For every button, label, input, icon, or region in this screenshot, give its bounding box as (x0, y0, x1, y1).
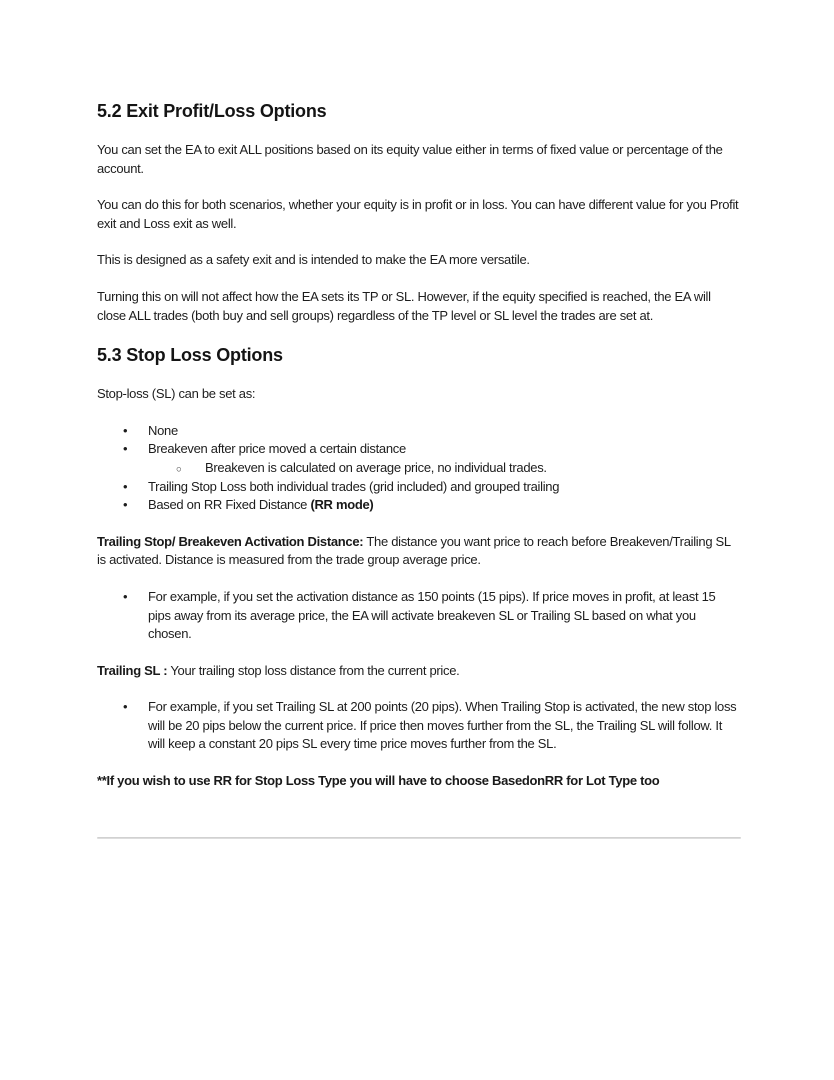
list-item-label: Based on RR Fixed Distance (148, 497, 311, 513)
list-item-label-bold: (RR mode) (310, 497, 374, 513)
list-item-trailing-example (97, 698, 741, 754)
paragraph-safety-exit: This is designed as a safety exit and is intended to make the EA more versatile. (97, 252, 530, 268)
list-item-label: Breakeven is calculated on average price, no individual trades. (205, 459, 547, 475)
document-content (97, 99, 741, 839)
list-item-breakeven-sub (97, 459, 741, 478)
list-item-label: None (148, 422, 178, 438)
list-item-label: For example, if you set Trailing SL at 200 points (20 pips). When Trailing Stop is activated, the new stop loss will be 20 pips below the current price. If price then moves further from the SL, the Trailing SL will follow. It will keep a constant 20 pips SL every time price moves further from the SL. (148, 699, 737, 752)
trailing-sl-term: Trailing SL : (97, 662, 168, 678)
list-item-label: Breakeven after price moved a certain distance (148, 441, 406, 457)
activation-distance-definition: The distance you want price to reach before Breakeven/Trailing SL is activated. Distance is measured from the trade group average price. (97, 533, 731, 568)
list-item-rr-mode (97, 496, 741, 515)
paragraph-both-scenarios: You can do this for both scenarios, whether your equity is in profit or in loss. You can have different value for you Profit exit and Loss exit as well. (97, 197, 739, 231)
section-heading-53: 5.3 Stop Loss Options (97, 345, 283, 366)
activation-distance-term: Trailing Stop/ Breakeven Activation Distance: (97, 533, 364, 549)
list-item-breakeven (97, 440, 741, 459)
list-item-label: Trailing Stop Loss both individual trades (grid included) and grouped trailing (148, 478, 560, 494)
section-heading-52: 5.2 Exit Profit/Loss Options (97, 101, 327, 121)
trailing-sl-definition: Your trailing stop loss distance from the current price. (167, 662, 460, 678)
paragraph-turning-on: Turning this on will not affect how the EA sets its TP or SL. However, if the equity specified is reached, the EA will close ALL trades (both buy and sell groups) regardless of the TP level or SL level the trades are set at. (97, 288, 711, 323)
sl-options-list (97, 422, 741, 515)
list-item-trailing (97, 478, 741, 497)
trailing-example-list (97, 698, 741, 754)
paragraph-trailing-sl (97, 662, 741, 681)
activation-example-list (97, 588, 741, 644)
paragraph-activation-distance (97, 533, 741, 570)
paragraph-rr-note: **If you wish to use RR for Stop Loss Type you will have to choose BasedonRR for Lot Type too (97, 773, 660, 789)
list-item-activation-example (97, 588, 741, 644)
list-item-label: For example, if you set the activation distance as 150 points (15 pips). If price moves in profit, at least 15 pips away from its average price, the EA will activate breakeven SL or Trailing SL based on what you chosen. (148, 588, 716, 642)
paragraph-equity-exit: You can set the EA to exit ALL positions based on its equity value either in terms of fixed value or percentage of the account. (97, 142, 723, 176)
list-item-none (97, 422, 741, 441)
paragraph-sl-intro: Stop-loss (SL) can be set as: (97, 386, 256, 402)
horizontal-rule (97, 837, 741, 839)
